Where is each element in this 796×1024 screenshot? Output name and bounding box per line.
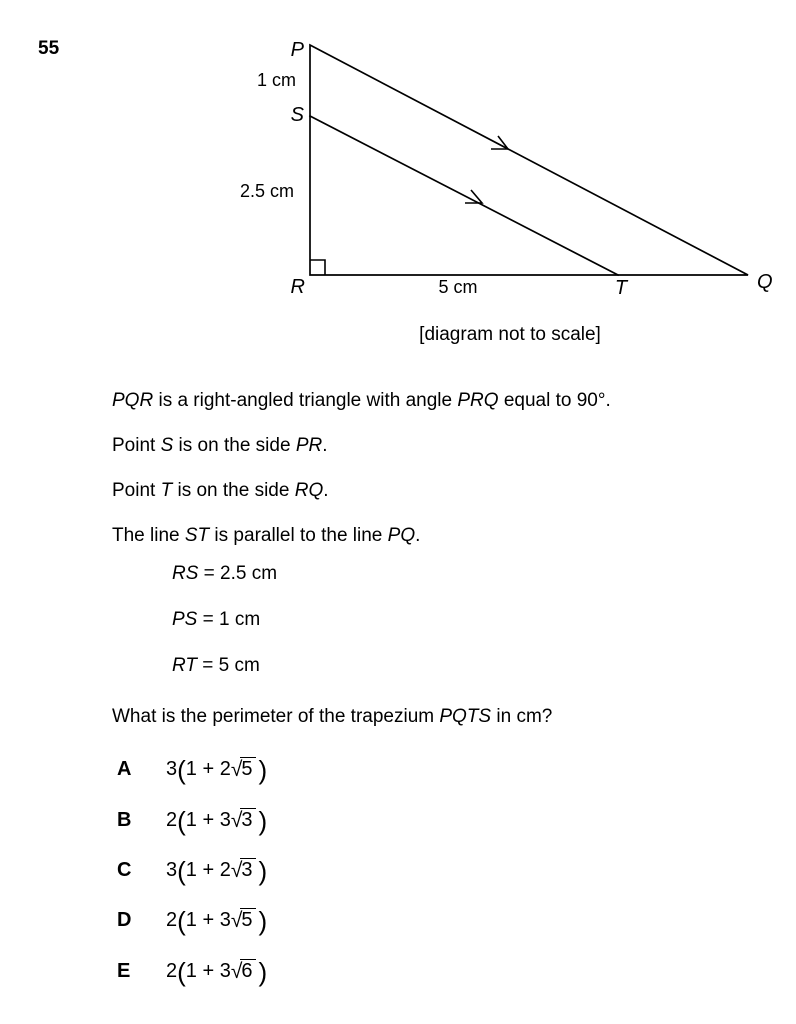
option-letter: B	[117, 808, 132, 831]
radicand: 5	[240, 757, 255, 779]
point-label-s: S	[290, 104, 304, 126]
point-label-p: P	[290, 39, 304, 61]
text-segment: .	[415, 525, 421, 546]
text-segment: PRQ	[457, 390, 499, 411]
radicand: 6	[240, 959, 255, 981]
radicand: 3	[240, 808, 255, 830]
option-expression: 2(1 + 3√5 )	[166, 906, 268, 936]
option-expression: 2(1 + 3√6 )	[166, 957, 268, 987]
text-segment: is on the side	[173, 435, 296, 456]
option-expression: 2(1 + 3√3 )	[166, 806, 268, 836]
statement-point-s	[112, 435, 328, 457]
equation-rt	[172, 655, 260, 677]
coefficient: 2	[166, 809, 178, 831]
option-expression: 3(1 + 2√5 )	[166, 755, 268, 785]
option-d	[117, 905, 267, 935]
triangle-diagram	[0, 0, 796, 312]
text-segment: RQ	[294, 480, 324, 501]
text-segment: PQ	[387, 525, 416, 546]
option-letter: D	[117, 908, 132, 931]
statement-point-t	[112, 480, 329, 502]
inner-term: 1 + 3	[185, 809, 231, 831]
option-c	[117, 855, 267, 885]
option-e	[117, 956, 267, 986]
line-st	[310, 116, 618, 275]
coefficient: 3	[166, 859, 178, 881]
text-segment: equal to 90°.	[498, 390, 611, 411]
text-segment: .	[322, 435, 328, 456]
text-segment: PR	[295, 435, 323, 456]
coefficient: 2	[166, 960, 178, 982]
text-segment: .	[323, 480, 329, 501]
text-segment: The line	[112, 525, 185, 546]
text-segment: What is the perimeter of the trapezium	[112, 706, 440, 727]
equation-rhs: = 2.5 cm	[198, 563, 278, 584]
text-segment: Point	[112, 480, 161, 501]
equation-lhs: RS	[172, 563, 199, 584]
radical: √5	[231, 758, 256, 780]
text-segment: is parallel to the line	[209, 525, 388, 546]
inner-term: 1 + 3	[185, 909, 231, 931]
measurement-label-ps: 1 cm	[256, 70, 296, 90]
diagram-caption: [diagram not to scale]	[419, 324, 601, 345]
equation-rhs: = 5 cm	[196, 655, 260, 676]
equation-rhs: = 1 cm	[197, 609, 261, 630]
inner-term: 1 + 2	[185, 758, 231, 780]
option-letter: A	[117, 757, 132, 780]
option-expression: 3(1 + 2√3 )	[166, 856, 268, 886]
point-label-r: R	[290, 276, 305, 298]
text-segment: is on the side	[172, 480, 295, 501]
right-angle-mark	[310, 260, 325, 275]
equation-rs	[172, 563, 277, 585]
equation-lhs: PS	[172, 609, 198, 630]
text-segment: ST	[184, 525, 210, 546]
statement-parallel	[112, 525, 420, 547]
inner-term: 1 + 3	[185, 960, 231, 982]
equation-ps	[172, 609, 260, 631]
text-segment: in cm?	[491, 706, 553, 727]
text-segment: is a right-angled triangle with angle	[153, 390, 458, 411]
text-segment: PQR	[112, 390, 154, 411]
radical: √6	[231, 960, 256, 982]
coefficient: 2	[166, 909, 178, 931]
radicand: 3	[240, 858, 255, 880]
coefficient: 3	[166, 758, 178, 780]
option-b	[117, 805, 267, 835]
option-a	[117, 754, 267, 784]
option-letter: C	[117, 858, 132, 881]
radicand: 5	[240, 908, 255, 930]
radical: √3	[231, 859, 256, 881]
text-segment: S	[160, 435, 174, 456]
measurement-label-rt: 5 cm	[438, 277, 478, 297]
text-segment: PQTS	[439, 706, 492, 727]
equation-lhs: RT	[172, 655, 197, 676]
triangle-pqr-outline	[310, 45, 748, 275]
statement-right-angled	[112, 390, 611, 412]
point-label-t: T	[614, 277, 628, 299]
question-number: 55	[38, 38, 60, 59]
point-label-q: Q	[757, 271, 773, 293]
option-letter: E	[117, 959, 131, 982]
inner-term: 1 + 2	[185, 859, 231, 881]
radical: √3	[231, 809, 256, 831]
text-segment: T	[160, 480, 173, 501]
radical: √5	[231, 909, 256, 931]
measurement-label-rs: 2.5 cm	[239, 181, 294, 201]
question-text	[112, 706, 552, 728]
text-segment: Point	[112, 435, 161, 456]
